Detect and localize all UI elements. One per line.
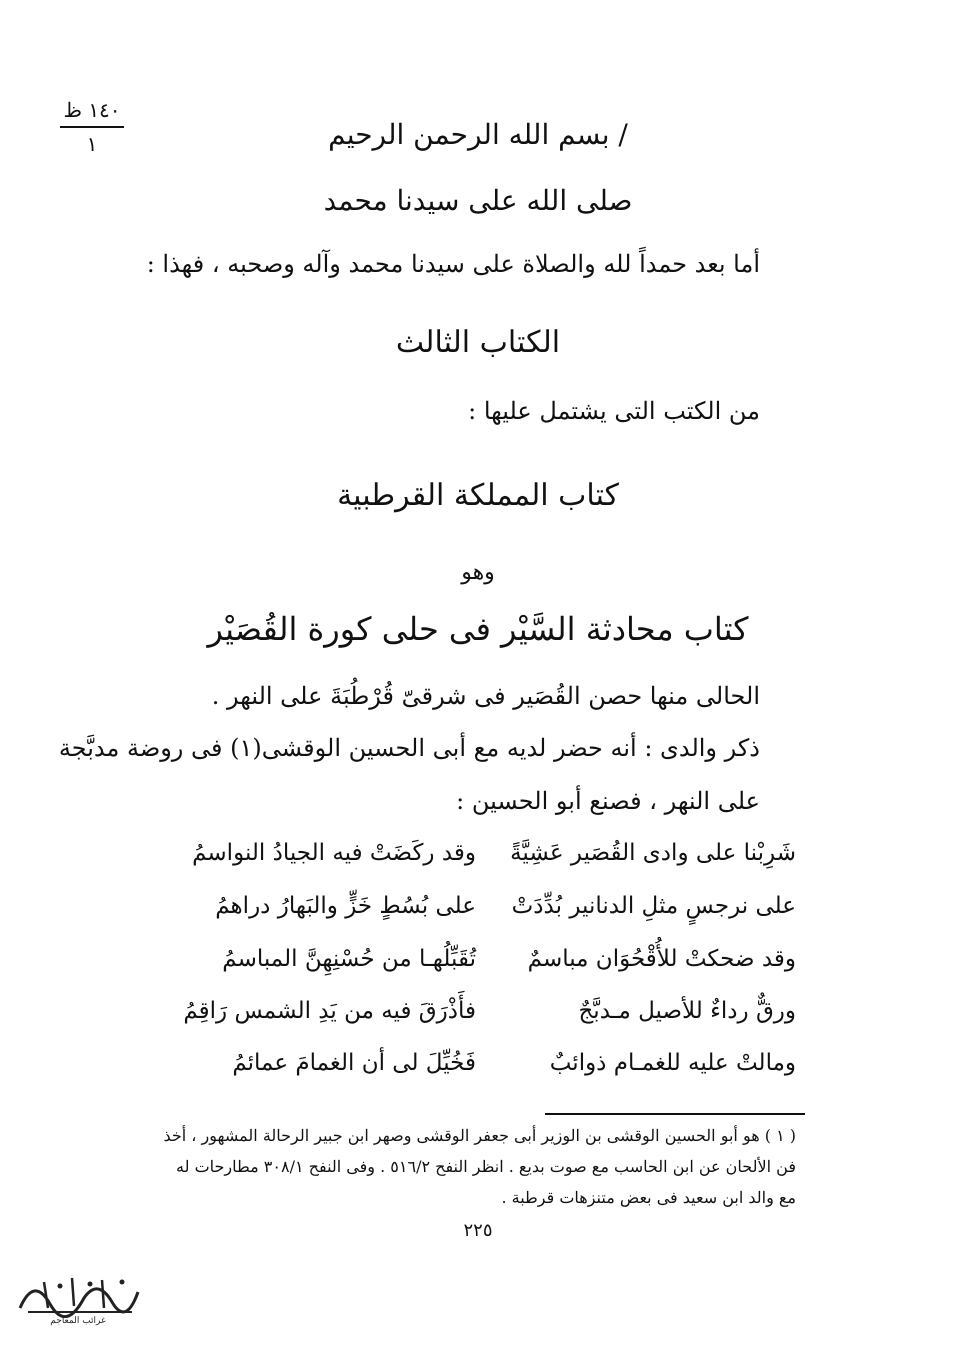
stamp-calligraphy-icon: [14, 1268, 142, 1318]
contains-line: من الكتب التى يشتمل عليها :: [468, 397, 760, 425]
verse-second-hemistich: على بُسُطٍ خَزٍّ والبَهارُ دراهمُ: [215, 893, 476, 919]
verse-second-hemistich: فأَذْرَقَ فيه من يَدِ الشمس رَاقِمُ: [183, 998, 476, 1024]
stamp-caption: غرائب المعاجم: [50, 1316, 106, 1326]
folio-label: ١٤٠ ظ: [60, 98, 124, 128]
footnote-line: ( ١ ) هو أبو الحسين الوقشى بن الوزير أبى جعفر الوقشى وصهر ابن جبير الرحالة المشهور ، أخذ: [163, 1126, 796, 1145]
page-number: ٢٢٥: [463, 1220, 493, 1241]
verse-second-hemistich: تُقَبِّلُهـا من حُسْنِهِنَّ المباسمُ: [222, 946, 476, 972]
verse-second-hemistich: وقد ركَضَتْ فيه الجيادُ النواسمُ: [192, 840, 476, 866]
intro-line: أما بعد حمداً لله والصلاة على سيدنا محمد وآله وصحبه ، فهذا :: [146, 250, 760, 278]
footnote-divider: [545, 1113, 805, 1115]
salutation: صلى الله على سيدنا محمد: [323, 184, 633, 217]
footnote-line: مع والد ابن سعيد فى بعض متنزهات قرطبة .: [501, 1188, 796, 1207]
paragraph-line: على النهر ، فصنع أبو الحسين :: [456, 787, 760, 815]
footnote-line: فن الألحان عن ابن الحاسب مع صوت بديع . انظر النفح ٥١٦/٢ . وفى النفح ٣٠٨/١ مطارحات له: [176, 1157, 796, 1176]
poem-verse: [146, 946, 796, 990]
verse-first-hemistich: ومالتْ عليه للغمـام ذوائبٌ: [549, 1050, 796, 1076]
verse-first-hemistich: شَرِبْنا على وادى القُصَير عَشِيَّةً: [510, 840, 796, 866]
verse-second-hemistich: فَخُيِّلَ لى أن الغمامَ عمائمُ: [232, 1050, 476, 1076]
verse-first-hemistich: على نرجسٍ مثلِ الدنانير بُدِّدَتْ: [511, 893, 796, 919]
paragraph-line: ذكر والدى : أنه حضر لديه مع أبى الحسين الوقشى(١) فى روضة مدبَّجة: [58, 734, 760, 762]
paragraph-line: الحالى منها حصن القُصَير فى شرقىّ قُرْطُبَةَ على النهر .: [211, 682, 760, 710]
section-subtitle: كتاب محادثة السَّيْر فى حلى كورة القُصَيْر: [207, 610, 749, 648]
verse-first-hemistich: وقد ضحكتْ للأُقْحُوَان مباسمٌ: [527, 946, 796, 972]
book-title: الكتاب الثالث: [395, 325, 561, 360]
poem-verse: [146, 840, 796, 884]
library-stamp: [14, 1268, 142, 1330]
poem-verse: [146, 1050, 796, 1094]
kingdom-title: كتاب المملكة القرطبية: [337, 478, 619, 513]
folio-number: ١: [86, 132, 98, 156]
verse-first-hemistich: ورقٌّ رداءٌ للأصيل مـدبَّجٌ: [578, 998, 796, 1024]
basmala: / بسم الله الرحمن الرحيم: [328, 118, 628, 151]
poem-verse: [146, 893, 796, 937]
wahuwa-connector: وهو: [461, 560, 495, 585]
poem-verse: [146, 998, 796, 1042]
